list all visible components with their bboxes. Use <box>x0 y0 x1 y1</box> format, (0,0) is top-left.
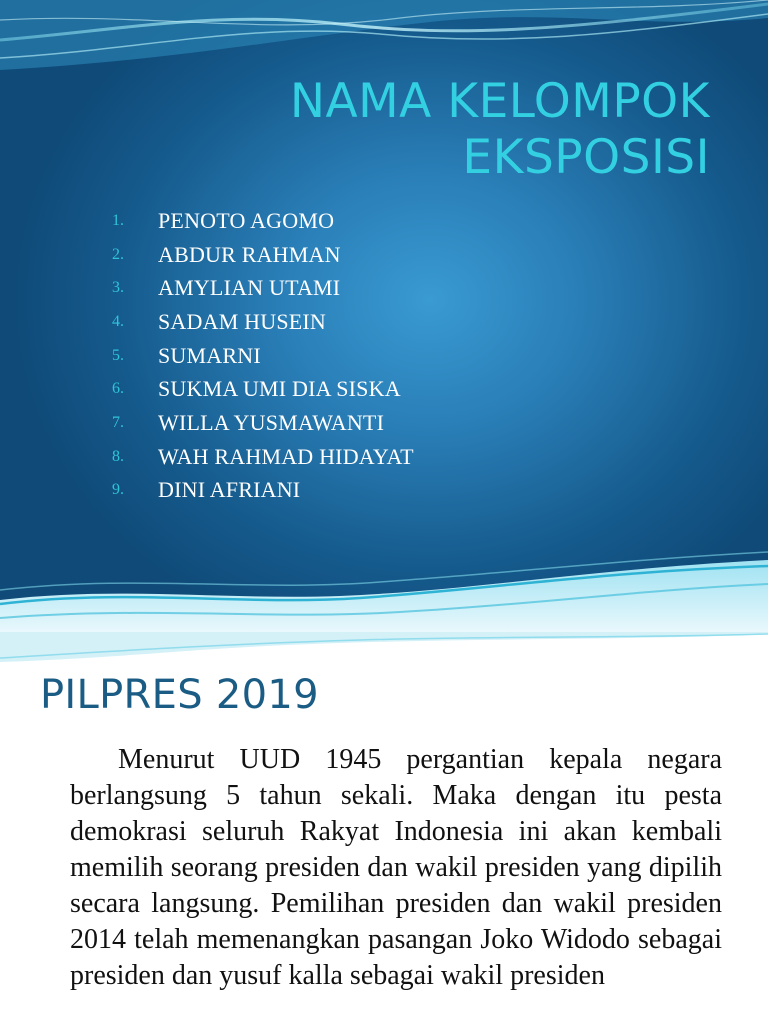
member-name: WILLA YUSMAWANTI <box>158 409 385 435</box>
member-name: DINI AFRIANI <box>158 477 301 503</box>
member-name: SADAM HUSEIN <box>158 308 327 334</box>
section-heading: PILPRES 2019 <box>40 672 319 718</box>
body-paragraph: Menurut UUD 1945 pergantian kepala negara berlangsung 5 tahun sekali. Maka dengan itu pesta demokrasi seluruh Rakyat Indonesia ini akan kembali memilih seorang presiden dan wakil presiden yang dipilih secara langsung. Pemilihan presiden dan wakil presiden 2014 telah memenangkan pasangan Joko Widodo sebagai presiden dan yusuf kalla sebagai wakil presiden <box>70 744 722 991</box>
list-number: 4. <box>112 312 124 330</box>
list-item <box>112 305 414 339</box>
member-name: AMYLIAN UTAMI <box>158 275 341 301</box>
list-item <box>112 271 414 305</box>
member-name: PENOTO AGOMO <box>158 207 335 233</box>
list-item <box>112 339 414 373</box>
wave-decoration <box>0 632 768 668</box>
list-item <box>112 238 414 272</box>
list-number: 1. <box>112 211 124 229</box>
member-name: SUKMA UMI DIA SISKA <box>158 376 401 402</box>
list-number: 9. <box>112 481 124 499</box>
member-list <box>112 204 414 507</box>
list-number: 5. <box>112 346 124 364</box>
list-item <box>112 440 414 474</box>
list-number: 8. <box>112 447 124 465</box>
slide-2 <box>0 632 768 1024</box>
list-item <box>112 474 414 508</box>
list-number: 6. <box>112 380 124 398</box>
list-item <box>112 372 414 406</box>
list-item <box>112 406 414 440</box>
list-number: 3. <box>112 279 124 297</box>
slide-title <box>290 74 710 187</box>
member-name: ABDUR RAHMAN <box>158 241 341 267</box>
list-item <box>112 204 414 238</box>
member-name: SUMARNI <box>158 342 261 368</box>
title-line-2: EKSPOSISI <box>462 130 710 186</box>
title-line-1: NAMA KELOMPOK <box>289 74 710 129</box>
list-number: 2. <box>112 245 124 263</box>
member-name: WAH RAHMAD HIDAYAT <box>158 443 414 469</box>
list-number: 7. <box>112 413 124 431</box>
